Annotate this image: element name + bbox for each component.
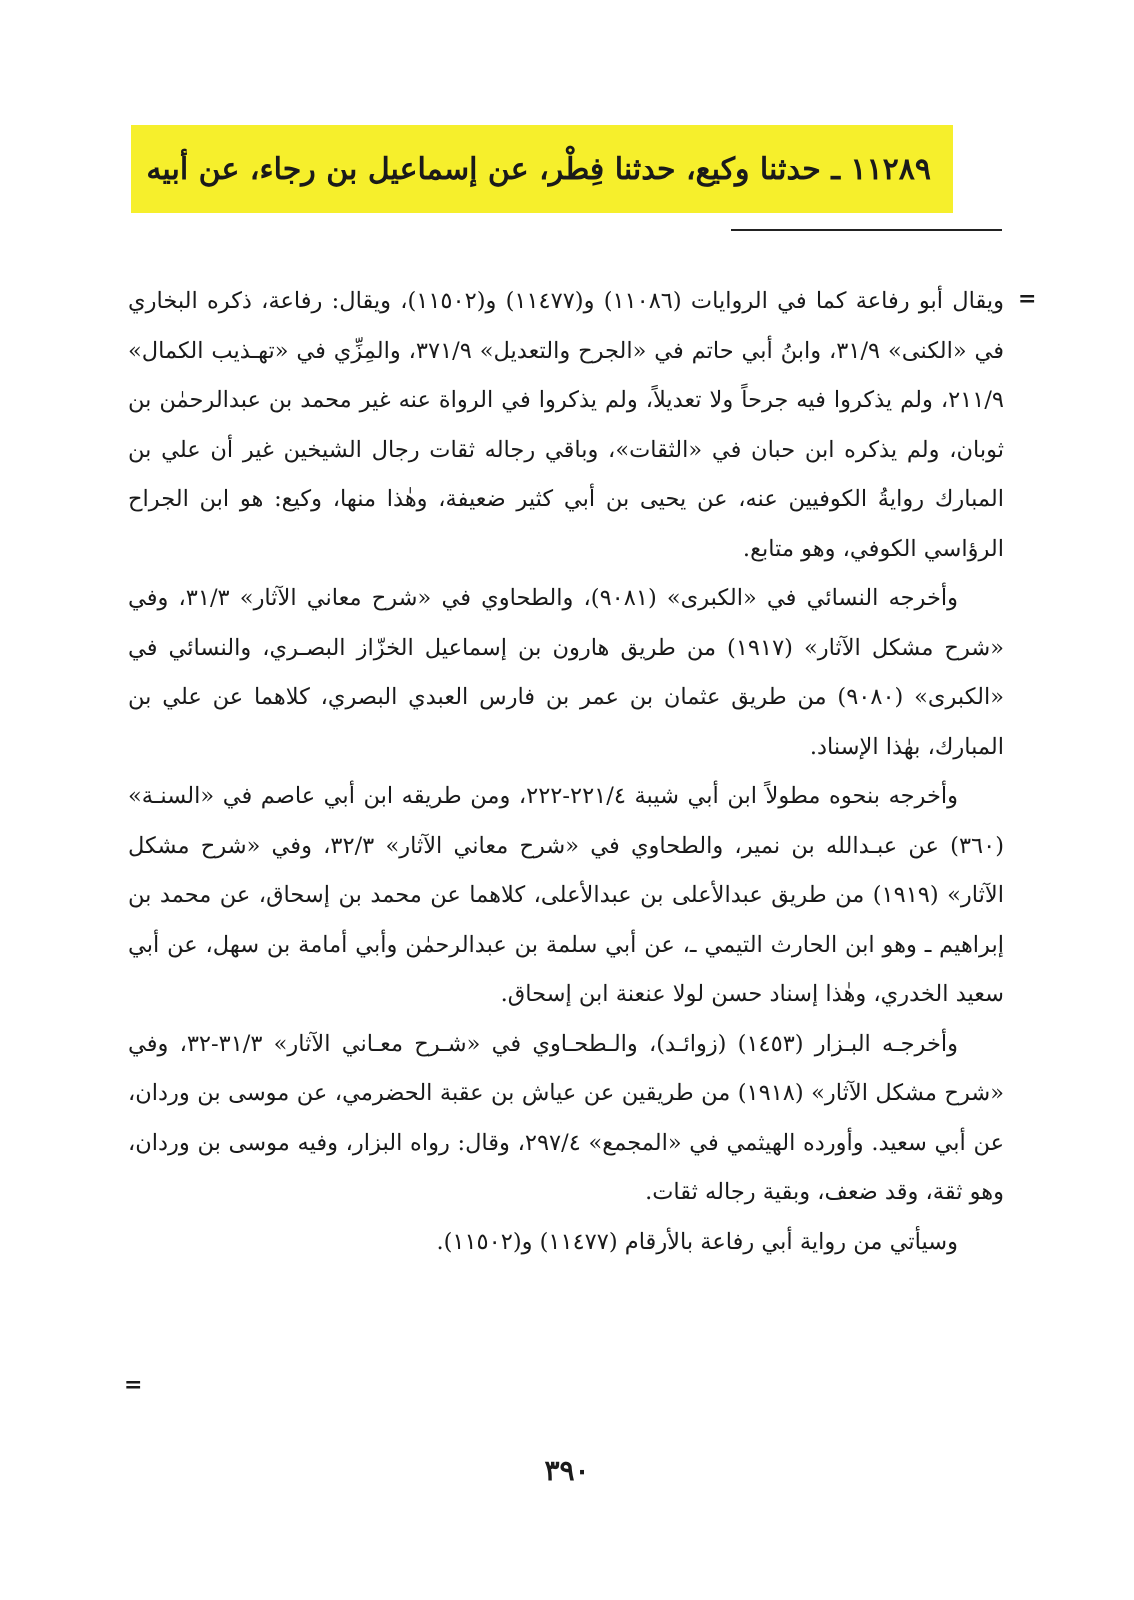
continuation-mark-top: = — [1018, 286, 1037, 312]
commentary-paragraph-2: وأخرجه النسائي في «الكبرى» (٩٠٨١)، والطحاوي في «شرح معاني الآثار» ٣١/٣، وفي «شرح مشكل الآثار» (١٩١٧) من طريق هارون بن إسماعيل الخزّاز البصـري، والنسائي في «الكبرى» (٩٠٨٠) من طريق عثمان بن عمر بن فارس العبدي البصري، كلاهما عن علي بن المبارك، بهٰذا الإسناد. — [128, 585, 1005, 760]
hadith-heading-highlight — [131, 125, 953, 213]
hadith-heading: ١١٢٨٩ ـ حدثنا وكيع، حدثنا فِطْر، عن إسماعيل بن رجاء، عن أبيه — [146, 151, 931, 187]
commentary-paragraph-3: وأخرجه بنحوه مطولاً ابن أبي شيبة ٢٢١/٤-٢٢٢، ومن طريقه ابن أبي عاصم في «السنـة» (٣٦٠) عن عبـدالله بن نمير، والطحاوي في «شرح معاني الآثار» ٣٢/٣، وفي «شرح مشكل الآثار» (١٩١٩) من طريق عبدالأعلى بن عبدالأعلى، كلاهما عن محمد بن إسحاق، عن محمد بن إبراهيم ـ وهو ابن الحارث التيمي ـ، عن أبي سلمة بن عبدالرحمٰن وأبي أمامة بن سهل، عن أبي سعيد الخدري، وهٰذا إسناد حسن لولا عنعنة ابن إسحاق. — [128, 783, 1004, 1007]
commentary-body — [128, 277, 1004, 1267]
page-number: ٣٩٠ — [544, 1454, 590, 1487]
continuation-mark-bottom: = — [124, 1372, 143, 1398]
commentary-paragraph-1: ويقال أبو رفاعة كما في الروايات (١١٠٨٦) و(١١٤٧٧) و(١١٥٠٢)، ويقال: رفاعة، ذكره البخاري في «الكنى» ٣١/٩، وابنُ أبي حاتم في «الجرح والتعديل» ٣٧١/٩، والمِزِّي في «تهـذيب الكمال» ٢١١/٩، ولم يذكروا فيه جرحاً ولا تعديلاً، ولم يذكروا في الرواة عنه غير محمد بن عبدالرحمٰن بن ثوبان، ولم يذكره ابن حبان في «الثقات»، وباقي رجاله ثقات رجال الشيخين غير أن علي بن المبارك روايةُ الكوفيين عنه، عن يحيى بن أبي كثير ضعيفة، وهٰذا منها، وكيع: هو ابن الجراح الرؤاسي الكوفي، وهو متابع. — [128, 288, 1005, 562]
commentary-paragraph-5: وسيأتي من رواية أبي رفاعة بالأرقام (١١٤٧٧) و(١١٥٠٢). — [436, 1228, 958, 1255]
footnote-separator-rule — [731, 229, 1002, 231]
commentary-paragraph-4: وأخرجـه البـزار (١٤٥٣) (زوائـد)، والـطحـاوي في «شـرح معـاني الآثار» ٣١/٣-٣٢، وفي «شرح مشكل الآثار» (١٩١٨) من طريقين عن عياش بن عقبة الحضرمي، عن موسى بن وردان، عن أبي سعيد. وأورده الهيثمي في «المجمع» ٢٩٧/٤، وقال: رواه البزار، وفيه موسى بن وردان، وهو ثقة، وقد ضعف، وبقية رجاله ثقات. — [128, 1030, 1004, 1205]
